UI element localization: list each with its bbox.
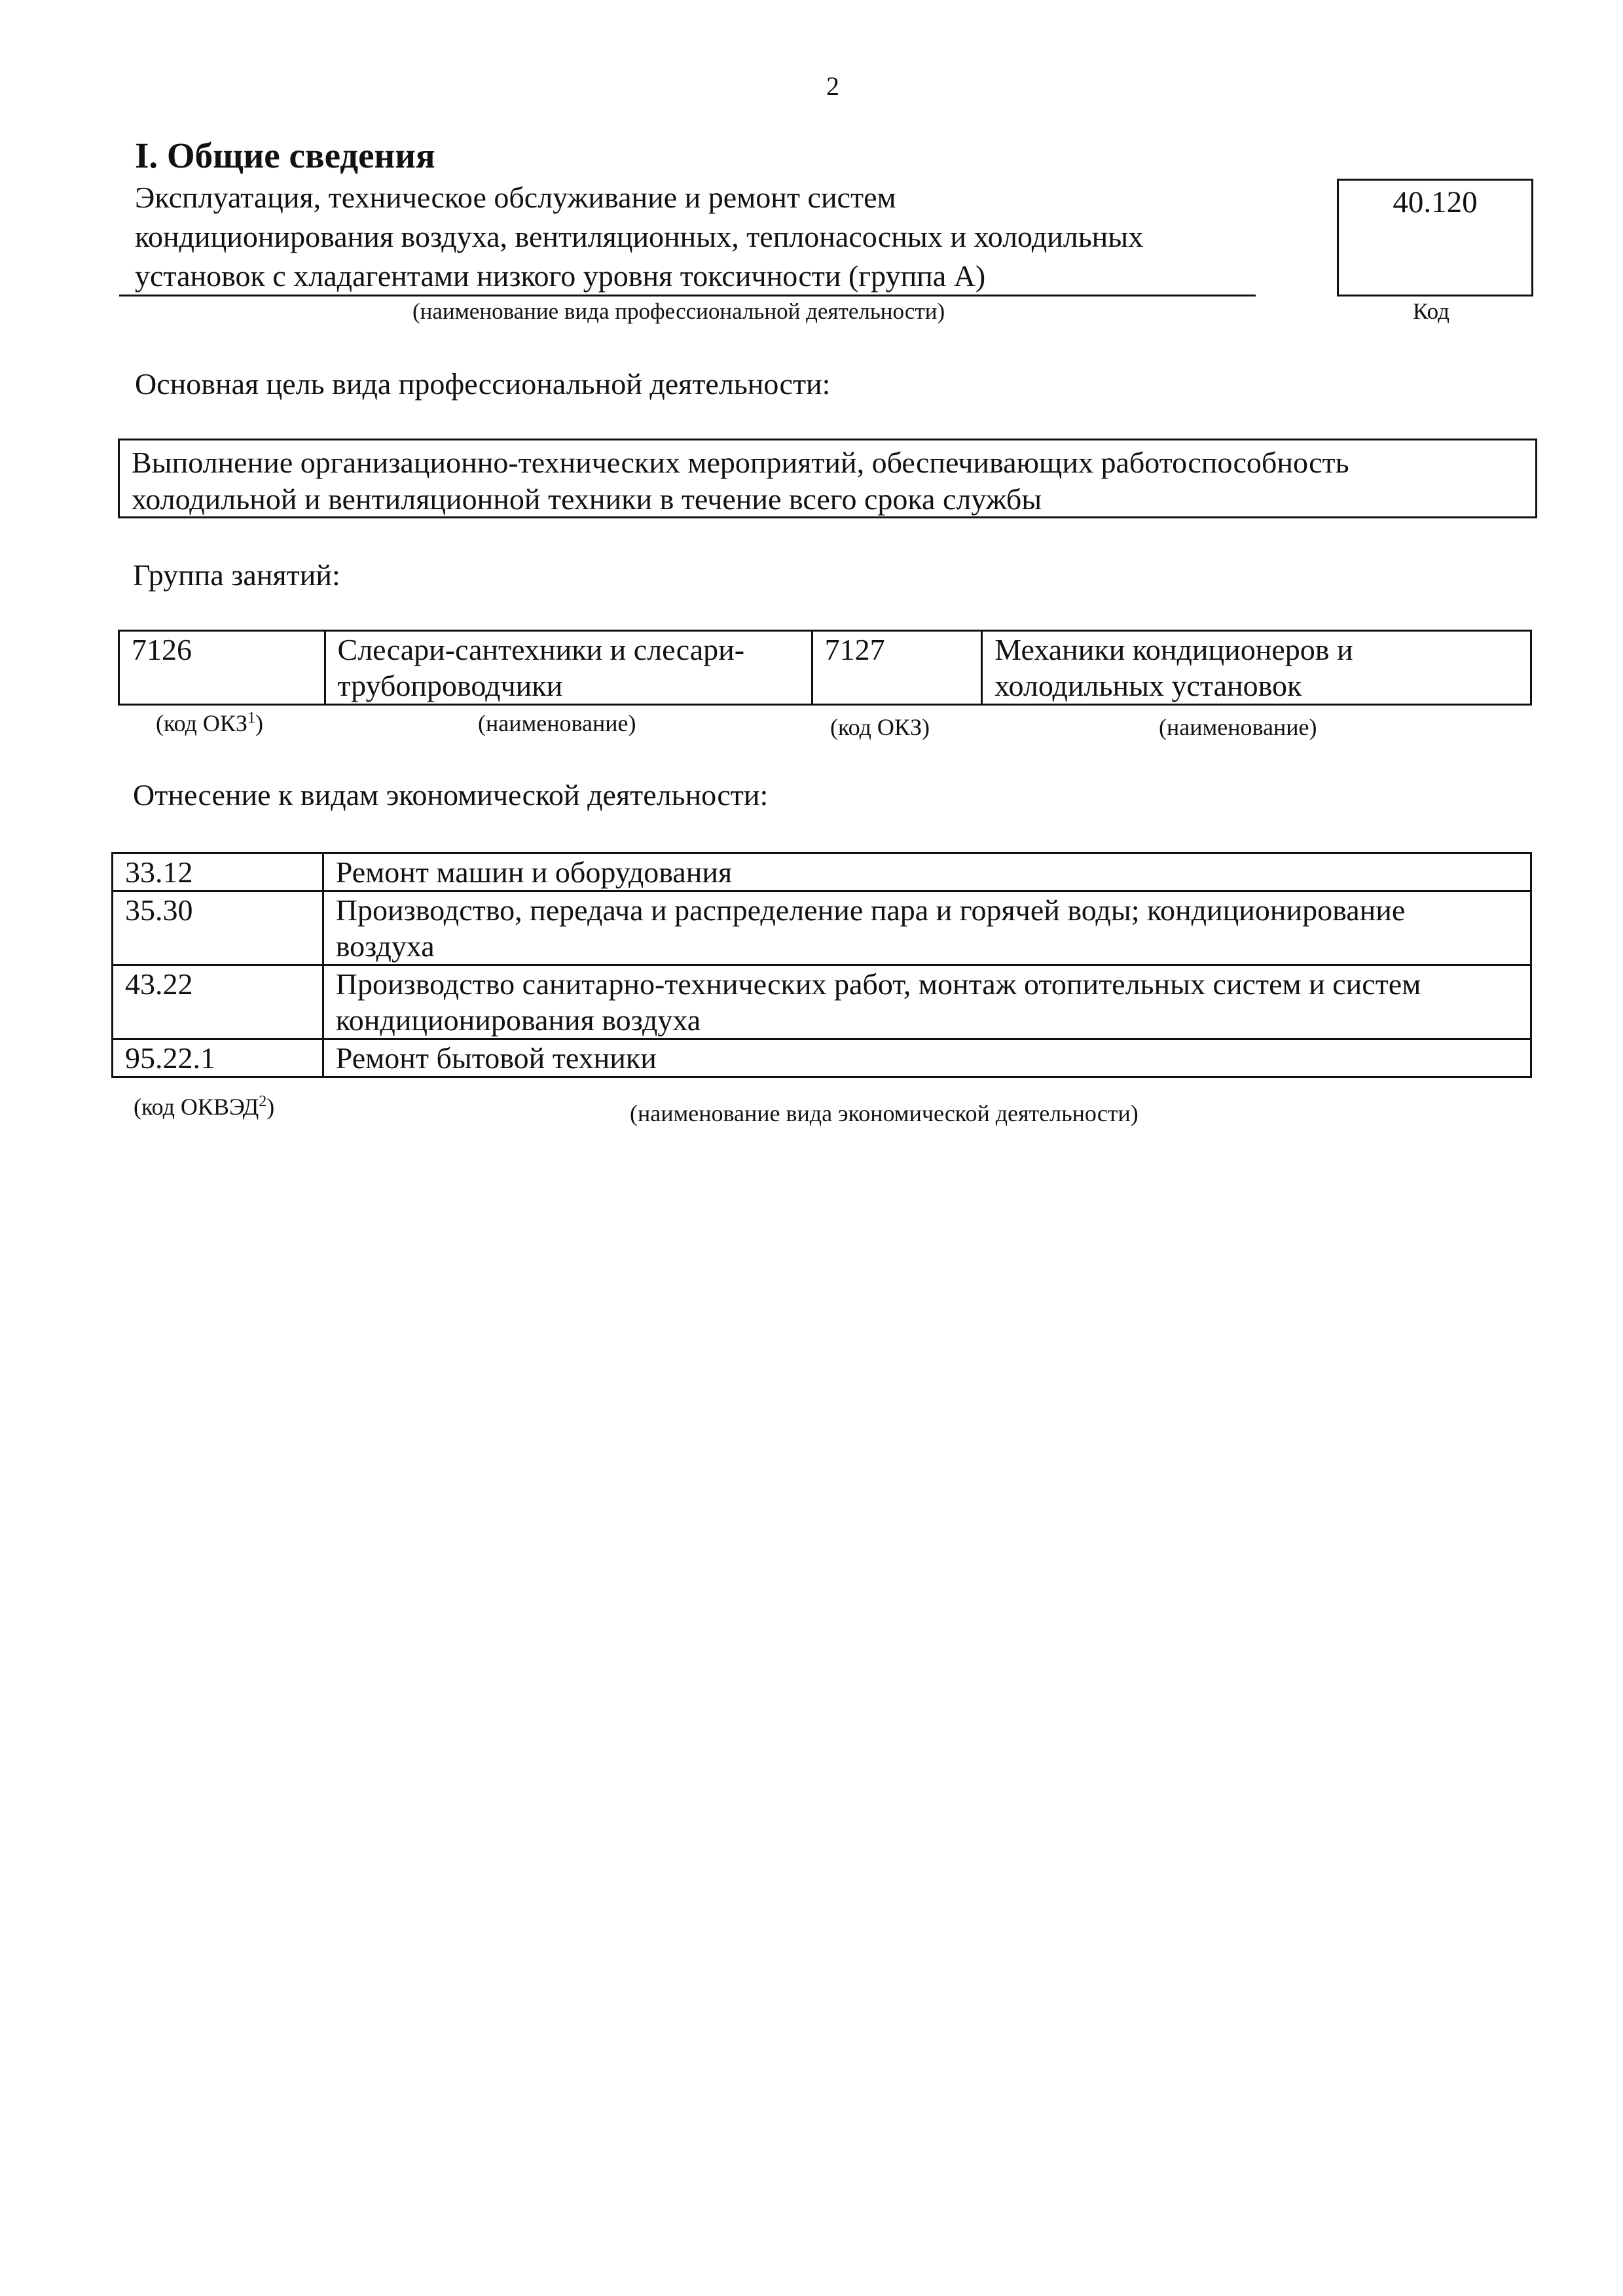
footnote-mark: 1: [247, 709, 255, 726]
occupation-name-cell: [982, 631, 1531, 705]
okved-name-line: Производство, передача и распределение пара и горячей воды; кондиционирование: [335, 893, 1406, 927]
activity-kind-caption: (наименование вида профессиональной деятельности): [412, 298, 945, 324]
occupation-name-caption: (наименование): [478, 710, 636, 736]
okved-name-cell: [323, 965, 1531, 1039]
footnote-mark: 2: [259, 1093, 267, 1110]
occupation-name-line: Механики кондиционеров и: [994, 633, 1353, 666]
table-row: [113, 1039, 1531, 1077]
occupation-code-caption: (код ОКЗ): [830, 714, 930, 740]
okved-code-caption: [134, 1093, 274, 1121]
occupation-name-caption: (наименование): [1159, 714, 1317, 740]
occupation-code-cell: [119, 631, 325, 705]
activity-kind-line: кондиционирования воздуха, вентиляционных, теплонасосных и холодильных: [135, 220, 1144, 253]
okved-name-line: Ремонт бытовой техники: [335, 1041, 657, 1075]
occupation-table: [118, 630, 1532, 706]
economic-activity-label: Отнесение к видам экономической деятельности:: [133, 778, 769, 812]
activity-code-box: [1337, 179, 1533, 296]
section-title: I. Общие сведения: [135, 135, 435, 175]
table-row: [113, 965, 1531, 1039]
occupation-code: 7127: [824, 633, 885, 666]
okved-name-line: Производство санитарно-технических работ, монтаж отопительных систем и систем: [335, 967, 1421, 1001]
activity-kind-line: установок с хладагентами низкого уровня токсичности (группа А): [135, 259, 986, 293]
okved-name-line: Ремонт машин и оборудования: [335, 855, 733, 889]
activity-kind-name: [135, 178, 1248, 296]
main-goal-line: Выполнение организационно-технических мероприятий, обеспечивающих работоспособность: [132, 446, 1349, 479]
okved-code: 35.30: [125, 893, 193, 927]
main-goal-label: Основная цель вида профессиональной деятельности:: [135, 367, 831, 401]
economic-activity-table: [111, 852, 1532, 1078]
table-row: [119, 631, 1531, 705]
okved-code: 33.12: [125, 855, 193, 889]
okved-name-cell: [323, 891, 1531, 965]
caption-text: (код ОКВЭД: [134, 1094, 259, 1120]
activity-code: 40.120: [1393, 185, 1478, 219]
table-row: [113, 853, 1531, 891]
activity-kind-underline: [119, 295, 1256, 296]
activity-code-caption: Код: [1413, 298, 1450, 324]
activity-kind-line: Эксплуатация, техническое обслуживание и ремонт систем: [135, 181, 896, 214]
caption-text: ): [266, 1094, 275, 1120]
occupation-name-line: холодильных установок: [994, 669, 1302, 702]
occupation-name-line: Слесари-сантехники и слесари-: [337, 633, 745, 666]
okved-code-cell: [113, 853, 323, 891]
caption-text: (код ОКЗ: [156, 710, 247, 736]
okved-name-cell: [323, 853, 1531, 891]
okved-code-cell: [113, 1039, 323, 1077]
okved-name-cell: [323, 1039, 1531, 1077]
okved-code-cell: [113, 891, 323, 965]
page-number: 2: [826, 71, 839, 101]
occupation-name-line: трубопроводчики: [337, 669, 563, 702]
table-row: [113, 891, 1531, 965]
occupation-code-caption: [156, 709, 263, 737]
okved-code-cell: [113, 965, 323, 1039]
okved-name-line: кондиционирования воздуха: [335, 1003, 701, 1037]
okved-code: 43.22: [125, 967, 193, 1001]
okved-code: 95.22.1: [125, 1041, 215, 1075]
occupation-code-cell: [812, 631, 982, 705]
main-goal-box: [118, 439, 1537, 518]
occupation-name-cell: [325, 631, 812, 705]
main-goal-line: холодильной и вентиляционной техники в течение всего срока службы: [132, 482, 1042, 516]
occupation-code: 7126: [132, 633, 192, 666]
caption-text: ): [255, 710, 263, 736]
okved-name-line: воздуха: [335, 929, 435, 963]
okved-name-caption: (наименование вида экономической деятельности): [630, 1100, 1139, 1126]
occupation-group-label: Группа занятий:: [133, 558, 340, 592]
